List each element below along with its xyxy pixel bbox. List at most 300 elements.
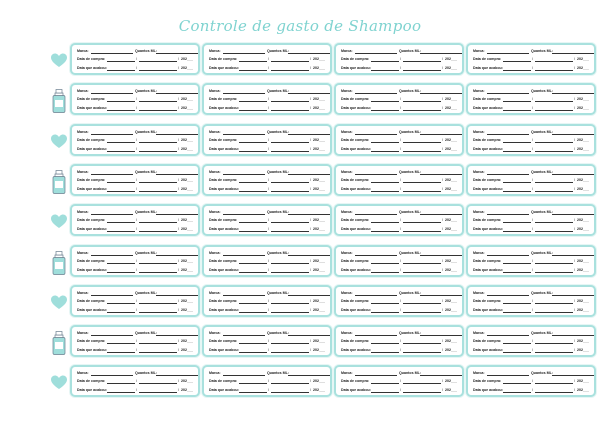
purchase-date-year-field: 202___ <box>445 177 457 182</box>
ml-label: Quantos ML: <box>267 49 289 53</box>
brand-row <box>77 249 195 257</box>
ml-label: Quantos ML: <box>399 371 421 376</box>
end-date-day-line <box>503 151 531 152</box>
ml-field-line <box>156 255 198 256</box>
shampoo-record-card <box>466 245 596 277</box>
date-separator: / <box>442 227 443 232</box>
ml-field-line <box>288 255 330 256</box>
side-icon-slot <box>48 283 70 323</box>
purchase-date-day-line <box>503 303 531 304</box>
purchase-date-month-line <box>403 142 441 143</box>
purchase-date-row <box>209 136 327 144</box>
end-date-day-line <box>239 191 267 192</box>
purchase-date-year-field: 202___ <box>313 379 325 384</box>
purchase-date-day-line <box>239 383 267 384</box>
end-date-label: Data que acabou: <box>341 106 371 111</box>
brand-row <box>341 128 459 136</box>
brand-field-line <box>355 335 397 336</box>
purchase-date-day-line <box>503 182 531 183</box>
end-date-year-field: 202___ <box>577 307 589 312</box>
brand-row <box>209 289 327 297</box>
end-date-label: Data que acabou: <box>341 66 371 70</box>
purchase-date-label: Data de compra: <box>209 379 238 384</box>
purchase-date-row <box>341 136 459 144</box>
date-separator: / <box>400 57 401 61</box>
date-separator: / <box>136 307 137 312</box>
end-date-label: Data que acabou: <box>473 146 503 151</box>
purchase-date-month-line <box>535 343 573 344</box>
purchase-date-month-line <box>271 303 309 304</box>
purchase-date-month-line <box>139 142 177 143</box>
shampoo-record-card <box>202 43 332 75</box>
end-date-month-line <box>535 352 573 353</box>
end-date-label: Data que acabou: <box>209 388 239 393</box>
ml-label: Quantos ML: <box>135 250 157 255</box>
date-separator: / <box>178 186 179 191</box>
date-separator: / <box>532 177 533 182</box>
ml-field-line <box>420 53 462 54</box>
brand-field-line <box>487 134 529 135</box>
brand-label: Marca: <box>473 371 485 376</box>
date-separator: / <box>400 267 401 272</box>
purchase-date-year-field: 202___ <box>313 258 325 263</box>
shampoo-record-card <box>466 285 596 317</box>
shampoo-record-card <box>202 164 332 196</box>
date-separator: / <box>178 267 179 272</box>
brand-field-line <box>91 214 133 215</box>
date-separator: / <box>532 379 533 384</box>
purchase-date-month-line <box>271 61 309 62</box>
date-separator: / <box>442 307 443 312</box>
purchase-date-month-line <box>271 182 309 183</box>
date-separator: / <box>400 379 401 384</box>
end-date-label: Data que acabou: <box>77 307 107 312</box>
end-date-month-line <box>139 191 177 192</box>
end-date-month-line <box>139 272 177 273</box>
date-separator: / <box>310 97 311 102</box>
purchase-date-row <box>341 337 459 345</box>
purchase-date-row <box>77 95 195 103</box>
ml-field-line <box>288 295 330 296</box>
purchase-date-month-line <box>139 182 177 183</box>
side-icon-slot <box>48 243 70 283</box>
purchase-date-day-line <box>503 61 531 62</box>
purchase-date-day-line <box>107 383 135 384</box>
end-date-label: Data que acabou: <box>473 106 503 111</box>
end-date-day-line <box>107 312 135 313</box>
purchase-date-label: Data de compra: <box>473 339 502 344</box>
date-separator: / <box>268 258 269 263</box>
date-separator: / <box>442 348 443 353</box>
end-date-month-line <box>271 191 309 192</box>
end-date-label: Data que acabou: <box>77 227 107 232</box>
end-date-month-line <box>271 352 309 353</box>
purchase-date-month-line <box>535 383 573 384</box>
end-date-day-line <box>107 151 135 152</box>
end-date-year-field: 202___ <box>445 146 457 151</box>
brand-field-line <box>91 255 133 256</box>
ml-field-line <box>420 93 462 94</box>
purchase-date-month-line <box>139 303 177 304</box>
brand-row <box>341 369 459 377</box>
purchase-date-month-line <box>403 101 441 102</box>
purchase-date-month-line <box>139 263 177 264</box>
date-separator: / <box>178 339 179 344</box>
date-separator: / <box>310 348 311 353</box>
brand-field-line <box>223 335 265 336</box>
end-date-month-line <box>271 110 309 111</box>
purchase-date-row <box>341 297 459 305</box>
end-date-row <box>473 306 591 314</box>
purchase-date-year-field: 202___ <box>313 97 325 102</box>
date-separator: / <box>574 106 575 111</box>
ml-label: Quantos ML: <box>135 210 157 215</box>
purchase-date-year-field: 202___ <box>577 57 589 61</box>
date-separator: / <box>178 388 179 393</box>
brand-label: Marca: <box>209 169 221 174</box>
end-date-day-line <box>239 70 267 71</box>
end-date-year-field: 202___ <box>445 66 457 70</box>
purchase-date-day-line <box>107 101 135 102</box>
ml-field-line <box>156 53 198 54</box>
shampoo-record-card <box>202 365 332 397</box>
brand-field-line <box>355 134 397 135</box>
heart-icon <box>51 375 67 391</box>
ml-label: Quantos ML: <box>399 210 421 215</box>
shampoo-bottle-icon <box>52 170 66 194</box>
date-separator: / <box>136 146 137 151</box>
purchase-date-month-line <box>403 61 441 62</box>
date-separator: / <box>442 379 443 384</box>
end-date-year-field: 202___ <box>577 348 589 353</box>
end-date-day-line <box>107 272 135 273</box>
ml-label: Quantos ML: <box>135 331 157 336</box>
purchase-date-label: Data de compra: <box>341 339 370 344</box>
ml-label: Quantos ML: <box>531 129 553 134</box>
purchase-date-month-line <box>139 101 177 102</box>
purchase-date-row <box>77 216 195 224</box>
date-separator: / <box>178 298 179 303</box>
end-date-month-line <box>271 231 309 232</box>
date-separator: / <box>310 106 311 111</box>
end-date-month-line <box>139 392 177 393</box>
purchase-date-day-line <box>239 263 267 264</box>
purchase-date-row <box>209 176 327 184</box>
purchase-date-row <box>77 337 195 345</box>
end-date-year-field: 202___ <box>181 348 193 353</box>
shampoo-bottle-icon <box>52 89 66 113</box>
ml-field-line <box>156 174 198 175</box>
brand-row <box>473 249 591 257</box>
end-date-year-field: 202___ <box>313 106 325 111</box>
brand-field-line <box>223 53 265 54</box>
end-date-label: Data que acabou: <box>77 106 107 111</box>
ml-field-line <box>156 93 198 94</box>
end-date-month-line <box>403 272 441 273</box>
end-date-label: Data que acabou: <box>473 66 503 70</box>
ml-label: Quantos ML: <box>267 129 289 134</box>
date-separator: / <box>310 177 311 182</box>
brand-row <box>77 128 195 136</box>
date-separator: / <box>310 388 311 393</box>
purchase-date-month-line <box>271 383 309 384</box>
purchase-date-label: Data de compra: <box>473 379 502 384</box>
brand-row <box>473 128 591 136</box>
brand-label: Marca: <box>209 210 221 215</box>
purchase-date-day-line <box>503 142 531 143</box>
brand-field-line <box>223 174 265 175</box>
ml-label: Quantos ML: <box>267 210 289 215</box>
purchase-date-label: Data de compra: <box>209 97 238 102</box>
ml-label: Quantos ML: <box>399 169 421 174</box>
purchase-date-month-line <box>271 263 309 264</box>
ml-field-line <box>552 174 594 175</box>
brand-label: Marca: <box>209 371 221 376</box>
date-separator: / <box>442 177 443 182</box>
date-separator: / <box>268 218 269 223</box>
purchase-date-row <box>77 176 195 184</box>
brand-field-line <box>355 214 397 215</box>
date-separator: / <box>574 57 575 61</box>
date-separator: / <box>532 146 533 151</box>
end-date-row <box>473 104 591 112</box>
end-date-label: Data que acabou: <box>209 146 239 151</box>
brand-row <box>473 47 591 55</box>
ml-label: Quantos ML: <box>135 290 157 295</box>
end-date-label: Data que acabou: <box>77 267 107 272</box>
date-separator: / <box>574 267 575 272</box>
end-date-year-field: 202___ <box>577 106 589 111</box>
brand-row <box>209 369 327 377</box>
end-date-month-line <box>403 151 441 152</box>
end-date-row <box>473 64 591 72</box>
end-date-month-line <box>403 231 441 232</box>
end-date-day-line <box>239 312 267 313</box>
purchase-date-label: Data de compra: <box>341 97 370 102</box>
end-date-year-field: 202___ <box>313 388 325 393</box>
brand-label: Marca: <box>473 89 485 94</box>
end-date-day-line <box>371 110 399 111</box>
purchase-date-label: Data de compra: <box>209 298 238 303</box>
purchase-date-month-line <box>403 383 441 384</box>
end-date-day-line <box>107 231 135 232</box>
end-date-month-line <box>403 312 441 313</box>
date-separator: / <box>400 106 401 111</box>
date-separator: / <box>442 97 443 102</box>
purchase-date-year-field: 202___ <box>313 298 325 303</box>
date-separator: / <box>136 177 137 182</box>
end-date-month-line <box>139 312 177 313</box>
end-date-day-line <box>503 110 531 111</box>
date-separator: / <box>400 186 401 191</box>
date-separator: / <box>268 146 269 151</box>
end-date-label: Data que acabou: <box>209 227 239 232</box>
brand-field-line <box>91 53 133 54</box>
purchase-date-row <box>209 95 327 103</box>
purchase-date-label: Data de compra: <box>341 57 370 61</box>
shampoo-record-card <box>466 164 596 196</box>
side-icon-slot <box>48 363 70 403</box>
shampoo-record-card <box>466 325 596 357</box>
end-date-row <box>341 104 459 112</box>
brand-field-line <box>487 174 529 175</box>
end-date-label: Data que acabou: <box>473 227 503 232</box>
end-date-year-field: 202___ <box>445 186 457 191</box>
end-date-row <box>77 346 195 354</box>
purchase-date-year-field: 202___ <box>181 379 193 384</box>
purchase-date-year-field: 202___ <box>577 177 589 182</box>
purchase-date-label: Data de compra: <box>209 258 238 263</box>
purchase-date-label: Data de compra: <box>77 177 106 182</box>
brand-label: Marca: <box>341 250 353 255</box>
brand-label: Marca: <box>341 371 353 376</box>
ml-field-line <box>552 335 594 336</box>
end-date-row <box>77 225 195 233</box>
purchase-date-month-line <box>139 343 177 344</box>
ml-field-line <box>420 174 462 175</box>
brand-field-line <box>91 93 133 94</box>
purchase-date-row <box>341 55 459 63</box>
purchase-date-row <box>77 377 195 385</box>
shampoo-record-card <box>466 124 596 156</box>
ml-label: Quantos ML: <box>399 290 421 295</box>
date-separator: / <box>136 186 137 191</box>
end-date-year-field: 202___ <box>313 146 325 151</box>
brand-label: Marca: <box>473 290 485 295</box>
date-separator: / <box>136 97 137 102</box>
ml-field-line <box>288 174 330 175</box>
purchase-date-year-field: 202___ <box>445 218 457 223</box>
purchase-date-day-line <box>371 263 399 264</box>
end-date-day-line <box>239 272 267 273</box>
end-date-year-field: 202___ <box>181 307 193 312</box>
shampoo-record-card <box>70 365 200 397</box>
purchase-date-month-line <box>271 101 309 102</box>
brand-field-line <box>223 93 265 94</box>
end-date-month-line <box>271 151 309 152</box>
end-date-month-line <box>139 110 177 111</box>
purchase-date-year-field: 202___ <box>181 177 193 182</box>
date-separator: / <box>574 307 575 312</box>
end-date-row <box>77 104 195 112</box>
date-separator: / <box>574 186 575 191</box>
end-date-day-line <box>503 312 531 313</box>
purchase-date-row <box>473 95 591 103</box>
purchase-date-month-line <box>535 303 573 304</box>
date-separator: / <box>178 137 179 142</box>
brand-label: Marca: <box>77 129 89 134</box>
end-date-year-field: 202___ <box>181 186 193 191</box>
purchase-date-label: Data de compra: <box>77 97 106 102</box>
date-separator: / <box>574 66 575 70</box>
shampoo-record-card <box>466 43 596 75</box>
end-date-month-line <box>403 352 441 353</box>
purchase-date-row <box>209 257 327 265</box>
end-date-year-field: 202___ <box>577 66 589 70</box>
brand-row <box>77 208 195 216</box>
end-date-label: Data que acabou: <box>77 186 107 191</box>
purchase-date-day-line <box>239 343 267 344</box>
purchase-date-month-line <box>403 222 441 223</box>
brand-field-line <box>355 93 397 94</box>
end-date-row <box>209 104 327 112</box>
brand-row <box>341 329 459 337</box>
purchase-date-row <box>473 377 591 385</box>
shampoo-record-card <box>334 204 464 236</box>
brand-field-line <box>355 53 397 54</box>
purchase-date-month-line <box>535 101 573 102</box>
ml-field-line <box>156 375 198 376</box>
purchase-date-month-line <box>139 61 177 62</box>
date-separator: / <box>532 258 533 263</box>
end-date-row <box>341 386 459 394</box>
date-separator: / <box>178 57 179 61</box>
purchase-date-year-field: 202___ <box>181 218 193 223</box>
purchase-date-label: Data de compra: <box>209 339 238 344</box>
end-date-label: Data que acabou: <box>341 227 371 232</box>
purchase-date-year-field: 202___ <box>577 298 589 303</box>
end-date-month-line <box>403 70 441 71</box>
purchase-date-day-line <box>503 101 531 102</box>
brand-row <box>77 47 195 55</box>
purchase-date-year-field: 202___ <box>445 137 457 142</box>
purchase-date-day-line <box>503 263 531 264</box>
date-separator: / <box>310 218 311 223</box>
purchase-date-year-field: 202___ <box>181 298 193 303</box>
end-date-row <box>77 185 195 193</box>
purchase-date-row <box>473 337 591 345</box>
brand-row <box>341 168 459 176</box>
shampoo-record-card <box>466 365 596 397</box>
date-separator: / <box>442 106 443 111</box>
end-date-day-line <box>239 231 267 232</box>
date-separator: / <box>442 146 443 151</box>
purchase-date-day-line <box>503 222 531 223</box>
purchase-date-month-line <box>403 182 441 183</box>
date-separator: / <box>574 339 575 344</box>
date-separator: / <box>400 258 401 263</box>
end-date-month-line <box>535 392 573 393</box>
end-date-day-line <box>371 352 399 353</box>
ml-label: Quantos ML: <box>531 49 553 53</box>
ml-field-line <box>156 335 198 336</box>
date-separator: / <box>310 137 311 142</box>
date-separator: / <box>400 348 401 353</box>
purchase-date-row <box>341 95 459 103</box>
purchase-date-label: Data de compra: <box>341 379 370 384</box>
brand-field-line <box>487 53 529 54</box>
date-separator: / <box>178 379 179 384</box>
purchase-date-year-field: 202___ <box>577 97 589 102</box>
shampoo-bottle-icon <box>52 251 66 275</box>
end-date-row <box>77 145 195 153</box>
brand-label: Marca: <box>341 129 353 134</box>
brand-label: Marca: <box>209 89 221 94</box>
date-separator: / <box>400 339 401 344</box>
brand-field-line <box>487 375 529 376</box>
end-date-day-line <box>371 231 399 232</box>
shampoo-record-card <box>70 204 200 236</box>
purchase-date-row <box>473 297 591 305</box>
shampoo-record-card <box>202 245 332 277</box>
purchase-date-month-line <box>139 383 177 384</box>
date-separator: / <box>400 218 401 223</box>
end-date-day-line <box>371 191 399 192</box>
end-date-day-line <box>503 70 531 71</box>
shampoo-record-card <box>334 124 464 156</box>
end-date-day-line <box>503 191 531 192</box>
brand-row <box>209 47 327 55</box>
